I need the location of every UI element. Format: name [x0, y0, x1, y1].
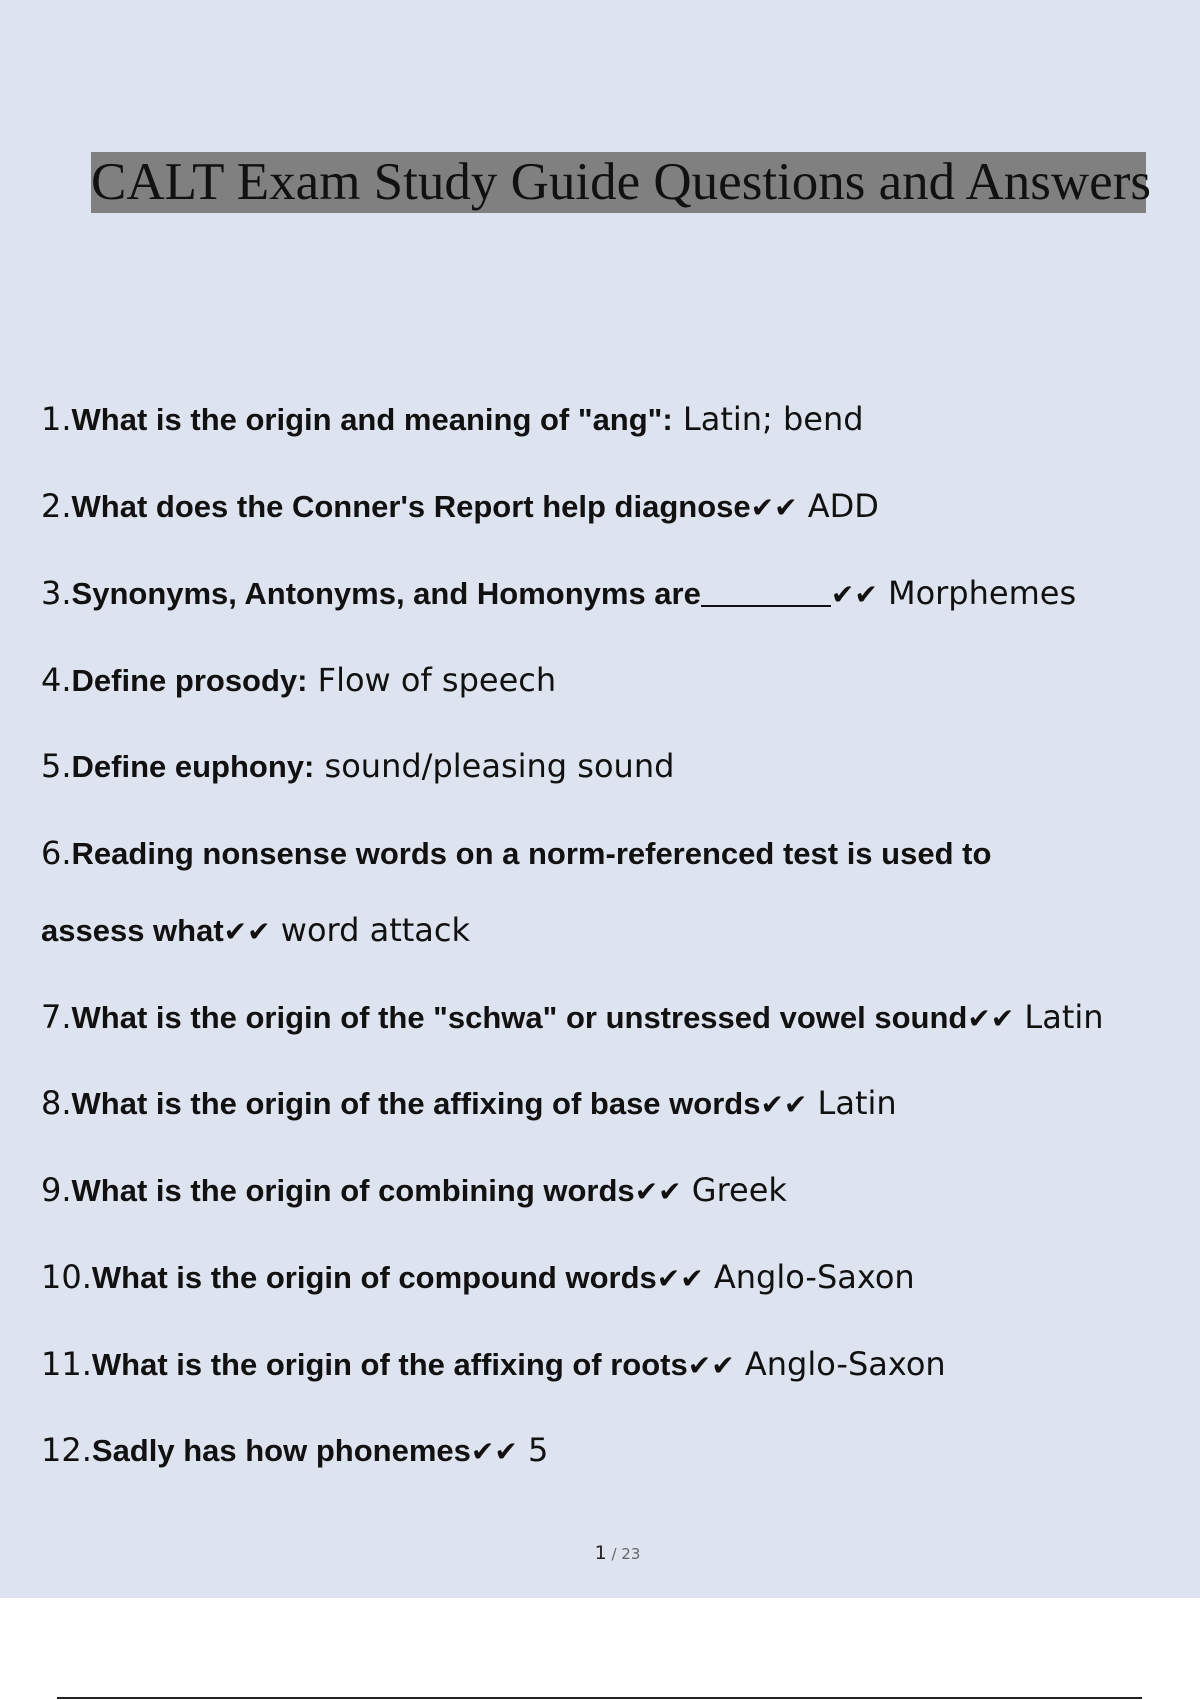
item-number: 6. — [41, 834, 72, 872]
item-number: 10. — [41, 1258, 92, 1296]
answer-text: ADD — [797, 487, 879, 525]
answer-text: Greek — [681, 1171, 787, 1209]
question-text: What is the origin of compound words — [91, 1260, 657, 1295]
checkmark-icon: ✔✔ — [830, 578, 878, 611]
qa-item-1 — [41, 399, 864, 440]
total-pages: 23 — [621, 1545, 641, 1563]
question-text: Reading nonsense words on a norm-referenced test is used to — [71, 836, 992, 871]
answer-text: 5 — [517, 1431, 549, 1469]
question-text: What is the origin of the affixing of roots — [91, 1347, 688, 1382]
qa-item-7 — [41, 997, 1104, 1039]
qa-item-3 — [41, 573, 1076, 615]
qa-item-2 — [41, 486, 879, 528]
question-text: Define euphony: — [71, 749, 315, 784]
question-text: Sadly has how phonemes — [91, 1433, 471, 1468]
answer-text: sound/pleasing sound — [314, 747, 675, 785]
question-text: assess what — [41, 913, 224, 948]
checkmark-icon: ✔✔ — [687, 1349, 735, 1382]
checkmark-icon: ✔✔ — [967, 1002, 1015, 1035]
answer-text: Latin — [1014, 998, 1104, 1036]
item-number: 8. — [41, 1084, 72, 1122]
answer-text: Latin — [807, 1084, 897, 1122]
checkmark-icon: ✔✔ — [760, 1088, 808, 1121]
answer-text: Anglo-Saxon — [734, 1345, 946, 1383]
answer-text: Flow of speech — [307, 661, 557, 699]
item-number: 1. — [41, 400, 72, 438]
question-text: What is the origin of the affixing of base words — [71, 1086, 761, 1121]
question-text: What is the origin and meaning of "ang": — [71, 402, 673, 437]
answer-text: Latin; bend — [672, 400, 864, 438]
answer-text: Anglo-Saxon — [703, 1258, 915, 1296]
question-text: What is the origin of the "schwa" or unstressed vowel sound — [71, 1000, 968, 1035]
item-number: 11. — [41, 1345, 92, 1383]
page-separator: / — [606, 1545, 622, 1563]
item-number: 7. — [41, 998, 72, 1036]
fill-in-blank — [701, 575, 831, 607]
item-number: 9. — [41, 1171, 72, 1209]
item-number: 12. — [41, 1431, 92, 1469]
question-text: Synonyms, Antonyms, and Homonyms are — [71, 576, 701, 611]
answer-text: word attack — [270, 911, 471, 949]
checkmark-icon: ✔✔ — [634, 1175, 682, 1208]
qa-item-5 — [41, 746, 674, 787]
title-highlight — [91, 152, 1151, 213]
item-number: 4. — [41, 661, 72, 699]
checkmark-icon: ✔✔ — [470, 1435, 518, 1468]
item-number: 5. — [41, 747, 72, 785]
item-number: 2. — [41, 487, 72, 525]
question-text: What does the Conner's Report help diagnose — [71, 489, 751, 524]
answer-text: Morphemes — [877, 574, 1077, 612]
checkmark-icon: ✔✔ — [750, 491, 798, 524]
qa-item-11 — [41, 1344, 946, 1386]
next-page-divider — [57, 1697, 1142, 1699]
question-text: What is the origin of combining words — [71, 1173, 635, 1208]
page-indicator — [0, 1542, 1200, 1564]
checkmark-icon: ✔✔ — [223, 915, 271, 948]
qa-item-6 — [41, 833, 991, 874]
qa-item-4 — [41, 660, 556, 701]
qa-item-6-continued — [41, 910, 470, 952]
qa-item-8 — [41, 1083, 897, 1125]
qa-item-12 — [41, 1430, 548, 1472]
question-text: Define prosody: — [71, 663, 308, 698]
item-number: 3. — [41, 574, 72, 612]
qa-item-10 — [41, 1257, 915, 1299]
document-title: CALT Exam Study Guide Questions and Answers — [91, 153, 1151, 211]
checkmark-icon: ✔✔ — [656, 1262, 704, 1295]
current-page: 1 — [594, 1542, 607, 1564]
qa-item-9 — [41, 1170, 787, 1212]
